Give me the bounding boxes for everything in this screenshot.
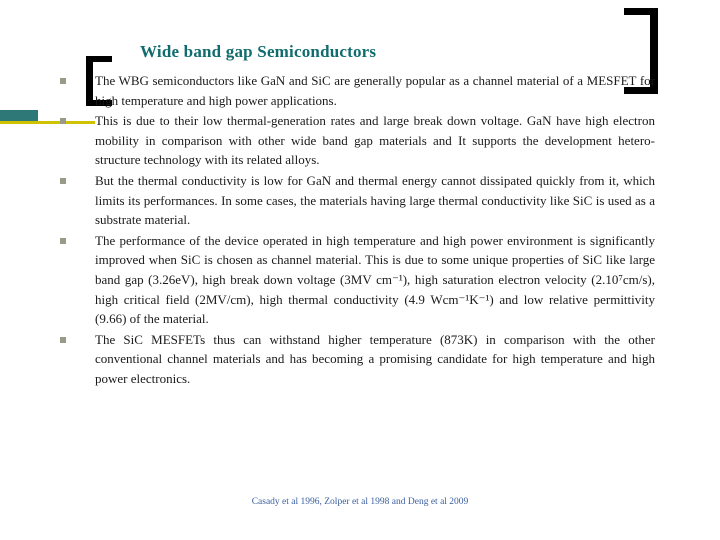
page-title: Wide band gap Semiconductors xyxy=(140,42,377,61)
bullet-item xyxy=(60,111,658,170)
bullet-text: This is due to their low thermal-generation rates and large break down voltage. GaN have high electron mobility in comparison with other wide band gap materials and It supports the development hetero-structure technology with its related alloys. xyxy=(95,113,655,168)
bullet-item xyxy=(60,330,658,389)
bullet-item xyxy=(60,171,658,230)
square-bullet-icon xyxy=(60,337,66,343)
bullet-item xyxy=(60,231,658,329)
square-bullet-icon xyxy=(60,178,66,184)
bullet-text: The WBG semiconductors like GaN and SiC are generally popular as a channel material of a MESFET for high temperature and high power applications. xyxy=(95,73,655,108)
bullet-item xyxy=(60,71,658,110)
square-bullet-icon xyxy=(60,238,66,244)
bullet-list xyxy=(60,71,658,390)
bullet-text: The SiC MESFETs thus can withstand higher temperature (873K) in comparison with the other conventional channel materials and has becoming a promising candidate for high temperature and high power electronics. xyxy=(95,331,655,386)
bullet-text: The performance of the device operated in high temperature and high power environment is significantly improved when SiC is chosen as channel material. This is due to some unique properties of SiC like large band gap (3.26eV), high break down voltage (3MV cm⁻¹), high saturation electron velocity (2.10⁷cm/s), high critical field (2MV/cm), high thermal conductivity (4.9 Wcm⁻¹K⁻¹) and low relative permittivity (9.66) of the material. xyxy=(95,232,655,327)
citation-text: Casady et al 1996, Zolper et al 1998 and Deng et al 2009 xyxy=(251,497,469,507)
square-bullet-icon xyxy=(60,118,66,124)
bullet-text: But the thermal conductivity is low for GaN and thermal energy cannot dissipated quickly from it, which limits its performances. In some cases, the materials having large thermal conductivity like SiC is used as a substrate material. xyxy=(95,172,655,228)
square-bullet-icon xyxy=(60,78,66,84)
